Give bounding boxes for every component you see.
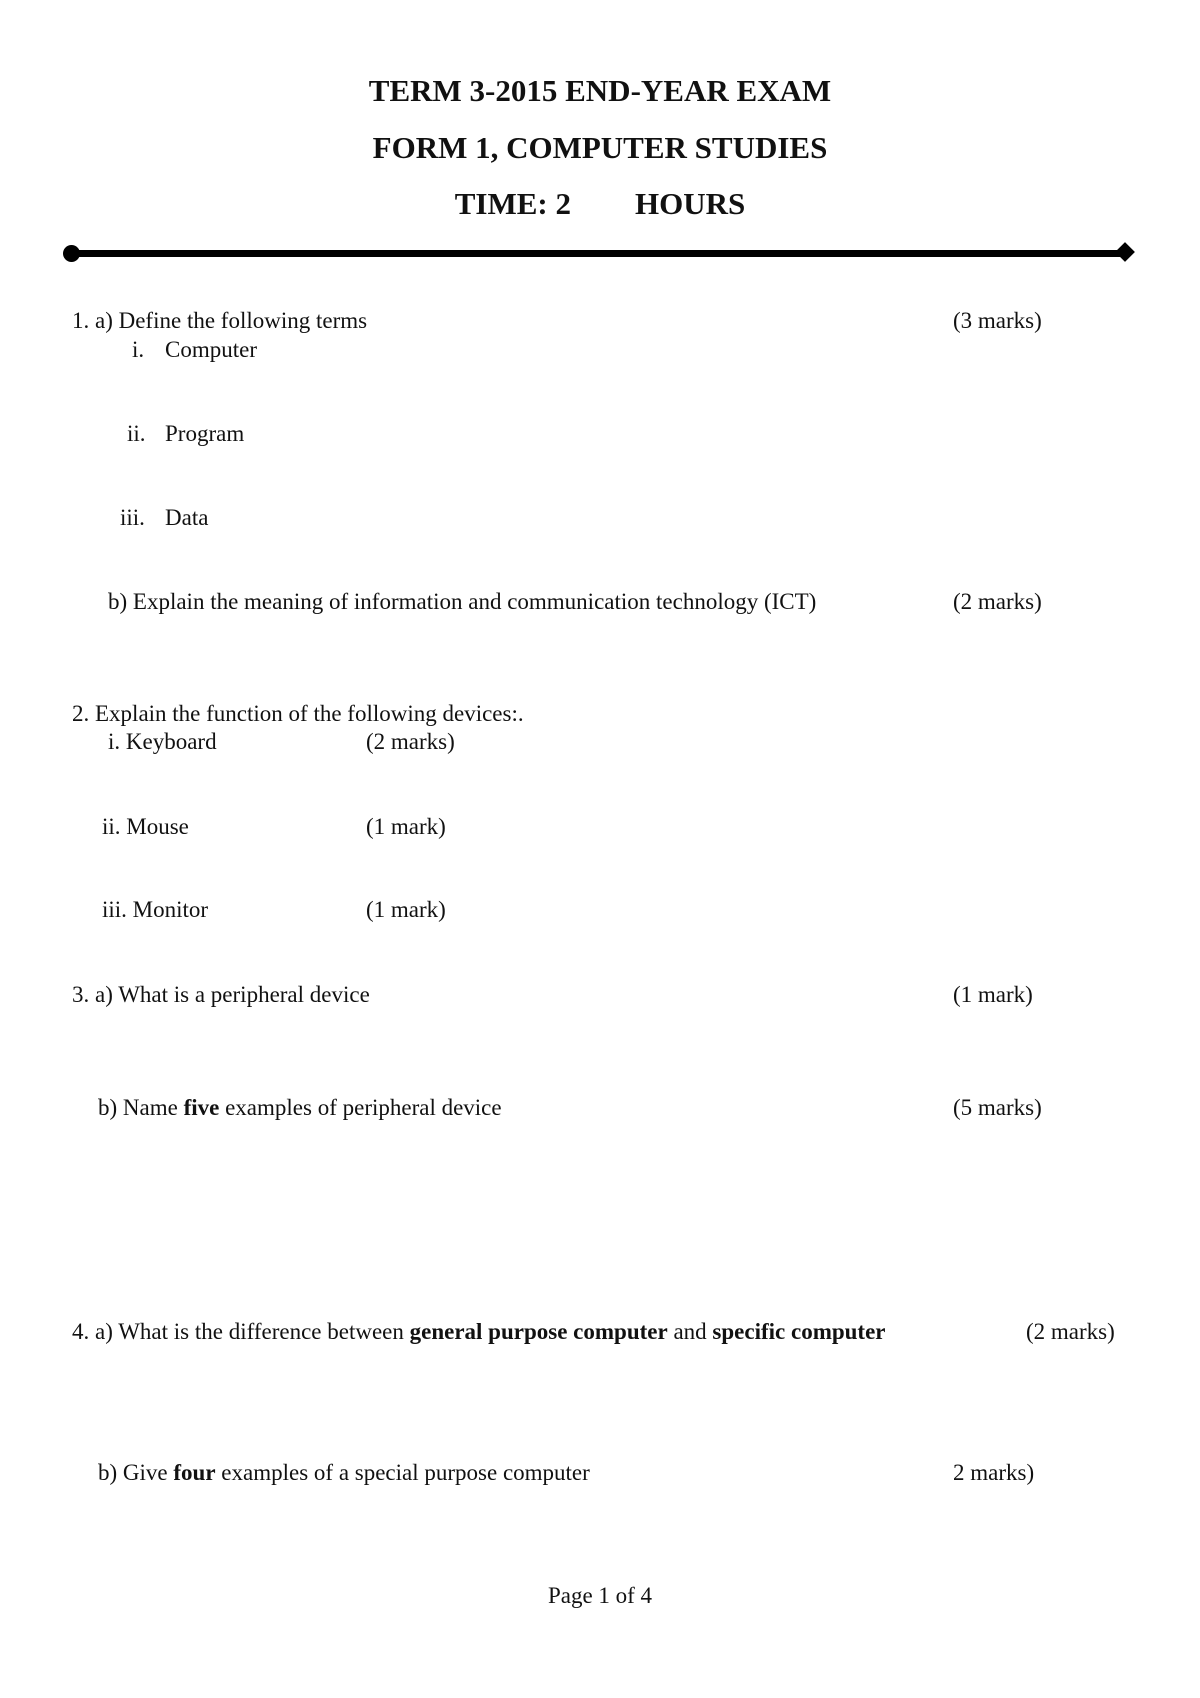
time-label: TIME: 2	[454, 186, 571, 221]
q1b-marks: (2 marks)	[953, 589, 1042, 614]
q1-item-text: Data	[165, 505, 209, 530]
q1-item-num: ii.	[127, 421, 146, 446]
q1a-marks: (3 marks)	[953, 308, 1042, 333]
q2-item-marks: (1 mark)	[366, 814, 446, 839]
q1a-text: 1. a) Define the following terms	[72, 308, 368, 333]
q4b-marks: 2 marks)	[953, 1460, 1035, 1485]
q1-item-text: Computer	[165, 337, 257, 362]
q3a-marks: (1 mark)	[953, 982, 1033, 1007]
divider-dot-icon	[63, 245, 80, 262]
q1b-text: b) Explain the meaning of information and communication technology (ICT)	[108, 589, 817, 614]
q2-item-text: ii. Mouse	[102, 814, 189, 839]
q2-item-marks: (1 mark)	[366, 897, 446, 922]
q4b-text: b) Give four examples of a special purpose computer	[98, 1460, 590, 1485]
q1-item-num: i.	[132, 337, 145, 362]
q2-text: 2. Explain the function of the following devices:.	[72, 701, 524, 726]
q4a-marks: (2 marks)	[1026, 1319, 1115, 1344]
q3a-text: 3. a) What is a peripheral device	[72, 982, 370, 1007]
exam-subtitle: FORM 1, COMPUTER STUDIES	[372, 130, 828, 165]
q3b-text: b) Name five examples of peripheral device	[98, 1095, 502, 1120]
divider-diamond-icon	[1115, 242, 1135, 262]
exam-time	[0, 186, 1200, 222]
q3b-marks: (5 marks)	[953, 1095, 1042, 1120]
q1-item-num: iii.	[120, 505, 145, 530]
time-unit: HOURS	[635, 186, 746, 221]
exam-title: TERM 3-2015 END-YEAR EXAM	[368, 73, 832, 108]
q2-item-text: i. Keyboard	[108, 729, 217, 754]
header-divider	[72, 250, 1128, 257]
q4a-text: 4. a) What is the difference between general purpose computer and specific computer	[72, 1319, 886, 1344]
page-number: Page 1 of 4	[547, 1583, 653, 1608]
q2-item-marks: (2 marks)	[366, 729, 455, 754]
q1-item-text: Program	[165, 421, 245, 446]
q2-item-text: iii. Monitor	[102, 897, 209, 922]
